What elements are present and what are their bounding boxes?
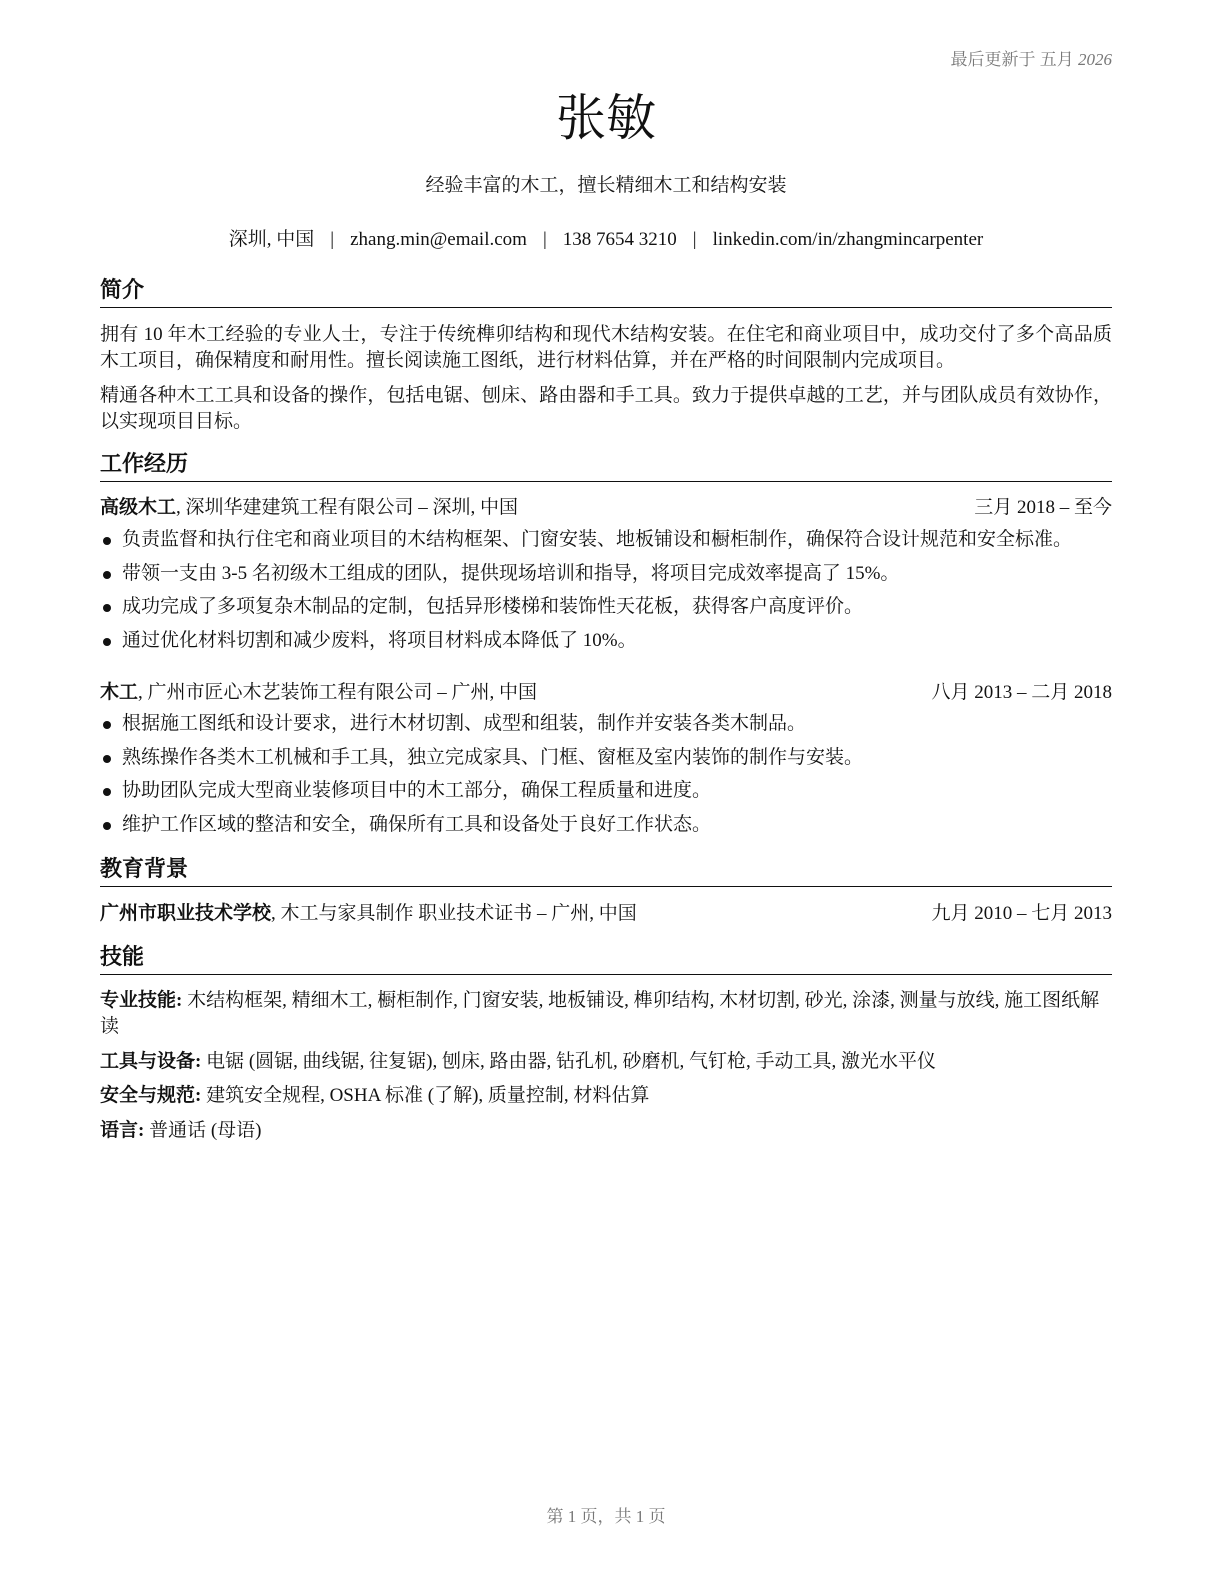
job-bullets: [100, 527, 1112, 662]
skill-label: 专业技能:: [100, 990, 183, 1011]
job-company: , 广州市匠心木艺装饰工程有限公司 – 广州, 中国: [138, 682, 538, 703]
section-title-experience: 工作经历: [100, 452, 1112, 482]
education-school: 广州市职业技术学校: [100, 903, 272, 924]
job-company: , 深圳华建建筑工程有限公司 – 深圳, 中国: [176, 497, 519, 518]
contact-linkedin[interactable]: linkedin.com/in/zhangmincarpenter: [712, 229, 984, 250]
section-title-summary: 简介: [100, 278, 1112, 308]
last-updated-year: 2026: [1078, 50, 1112, 69]
tagline: 经验丰富的木工，擅长精细木工和结构安装: [425, 175, 787, 196]
bullet-item: 协助团队完成大型商业装修项目中的木工部分，确保工程质量和进度。: [100, 778, 1112, 812]
education-dates: 九月 2010 – 七月 2013: [931, 903, 1112, 924]
contact-separator: |: [330, 229, 335, 250]
bullet-item: 成功完成了多项复杂木制品的定制，包括异形楼梯和装饰性天花板，获得客户高度评价。: [100, 594, 1112, 628]
skill-line: [100, 1049, 1112, 1075]
skill-line: [100, 1118, 1112, 1144]
summary-paragraph: 拥有 10 年木工经验的专业人士，专注于传统榫卯结构和现代木结构安装。在住宅和商业项目中，成功交付了多个高品质木工项目，确保精度和耐用性。擅长阅读施工图纸，进行材料估算，并在严格的时间限制内完成项目。: [100, 324, 1112, 371]
job-bullets: [100, 711, 1112, 846]
bullet-item: 带领一支由 3-5 名初级木工组成的团队，提供现场培训和指导，将项目完成效率提高了 15%。: [100, 561, 1112, 595]
last-updated-prefix: 最后更新于 五月: [950, 50, 1078, 69]
contact-separator: |: [542, 229, 547, 250]
resume-page: [100, 0, 1112, 1584]
job-header: [100, 495, 1112, 521]
skill-value: 普通话 (母语): [144, 1120, 262, 1141]
job-header: [100, 680, 1112, 706]
job-title: 木工: [100, 682, 139, 703]
education-detail: , 木工与家具制作 职业技术证书 – 广州, 中国: [271, 903, 637, 924]
contact-location: 深圳, 中国: [228, 229, 315, 250]
contact-line: [100, 224, 1112, 251]
skill-value: 建筑安全规程, OSHA 标准 (了解), 质量控制, 材料估算: [201, 1085, 650, 1106]
candidate-name: 张敏: [556, 89, 656, 147]
bullet-item: 通过优化材料切割和减少废料，将项目材料成本降低了 10%。: [100, 628, 1112, 662]
contact-phone: 138 7654 3210: [562, 229, 677, 250]
contact-separator: |: [692, 229, 697, 250]
section-title-skills: 技能: [100, 945, 1112, 975]
skill-label: 工具与设备:: [100, 1051, 202, 1072]
skill-line: [100, 1083, 1112, 1109]
last-updated: [951, 45, 1113, 70]
summary-paragraph: 精通各种木工工具和设备的操作，包括电锯、刨床、路由器和手工具。致力于提供卓越的工艺，并与团队成员有效协作，以实现项目目标。: [100, 385, 1112, 432]
skill-value: 木结构框架, 精细木工, 橱柜制作, 门窗安装, 地板铺设, 榫卯结构, 木材切割, 砂光, 涂漆, 测量与放线, 施工图纸解读: [100, 990, 1100, 1037]
job-dates: 三月 2018 – 至今: [974, 497, 1112, 518]
skill-value: 电锯 (圆锯, 曲线锯, 往复锯), 刨床, 路由器, 钻孔机, 砂磨机, 气钉枪, 手动工具, 激光水平仪: [201, 1051, 936, 1072]
education-entry: [100, 901, 1112, 927]
job-dates: 八月 2013 – 二月 2018: [931, 682, 1112, 703]
bullet-item: 负责监督和执行住宅和商业项目的木结构框架、门窗安装、地板铺设和橱柜制作，确保符合设计规范和安全标准。: [100, 527, 1112, 561]
bullet-item: 维护工作区域的整洁和安全，确保所有工具和设备处于良好工作状态。: [100, 812, 1112, 846]
skill-label: 语言:: [100, 1120, 145, 1141]
section-title-education: 教育背景: [100, 857, 1112, 887]
page-number: 第 1 页，共 1 页: [546, 1507, 666, 1526]
skill-label: 安全与规范:: [100, 1085, 202, 1106]
job-title: 高级木工: [100, 497, 177, 518]
bullet-item: 熟练操作各类木工机械和手工具，独立完成家具、门框、窗框及室内装饰的制作与安装。: [100, 745, 1112, 779]
skill-line: [100, 988, 1112, 1040]
bullet-item: 根据施工图纸和设计要求，进行木材切割、成型和组装，制作并安装各类木制品。: [100, 711, 1112, 745]
contact-email[interactable]: zhang.min@email.com: [350, 229, 527, 250]
